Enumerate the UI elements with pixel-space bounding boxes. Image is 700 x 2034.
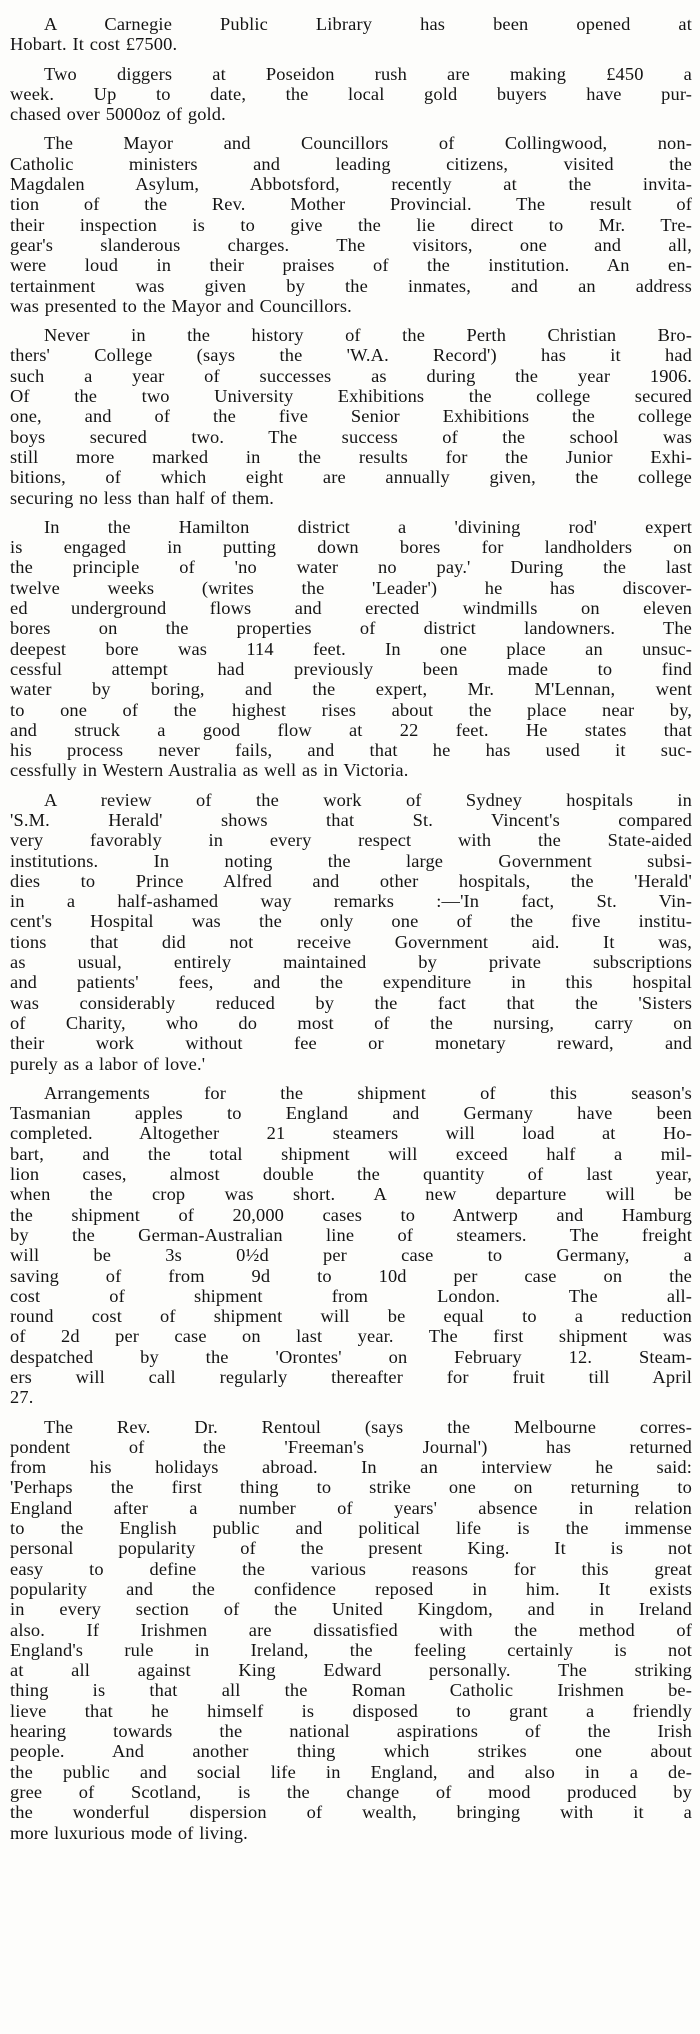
text-line: hearing towards the national aspirations of the Irish — [10, 1721, 692, 1742]
text-line: completed. Altogether 21 steamers will load at Ho- — [10, 1123, 692, 1144]
text-line: also. If Irishmen are dissatisfied with the method of — [10, 1619, 692, 1640]
text-line: cent's Hospital was the only one of the five institu- — [10, 911, 692, 932]
text-line: of 2d per case on last year. The first shipment was — [10, 1326, 692, 1347]
news-paragraph — [10, 790, 692, 1074]
text-line: lion cases, almost double the quantity of last year, — [10, 1164, 692, 1185]
text-line: The Mayor and Councillors of Collingwood, non- — [44, 133, 692, 154]
text-line: ed underground flows and erected windmills on eleven — [10, 598, 692, 619]
text-line: water by boring, and the expert, Mr. M'Lennan, went — [10, 679, 692, 700]
text-line: when the crop was short. A new departure will be — [10, 1184, 692, 1205]
text-line: one, and of the five Senior Exhibitions the college — [10, 406, 692, 427]
text-line: such a year of successes as during the year 1906. — [10, 365, 692, 386]
text-line: Magdalen Asylum, Abbotsford, recently at the invita- — [10, 174, 692, 195]
text-line: Never in the history of the Perth Christian Bro- — [44, 325, 692, 346]
text-line: securing no less than half of them. — [10, 487, 275, 508]
text-line: from his holidays abroad. In an interview he said: — [10, 1457, 692, 1478]
text-line: gree of Scotland, is the change of mood produced by — [10, 1781, 692, 1802]
text-line: thing is that all the Roman Catholic Irishmen be- — [10, 1680, 692, 1701]
news-paragraph — [10, 64, 692, 125]
text-line: In the Hamilton district a 'divining rod' expert — [44, 516, 692, 537]
text-line: dies to Prince Alfred and other hospitals, the 'Herald' — [10, 870, 692, 891]
text-line: the public and social life in England, and also in a de- — [10, 1761, 692, 1782]
text-line: as usual, entirely maintained by private subscriptions — [10, 952, 692, 973]
text-line: bart, and the total shipment will exceed half a mil- — [10, 1143, 692, 1164]
text-line: personal popularity of the present King. It is not — [10, 1538, 692, 1559]
text-line: the principle of 'no water no pay.' During the last — [10, 557, 692, 578]
text-line: is engaged in putting down bores for landholders on — [10, 537, 692, 558]
text-line: 'Perhaps the first thing to strike one on returning to — [10, 1477, 692, 1498]
text-line: still more marked in the results for the Junior Exhi- — [10, 446, 692, 467]
text-line: ers will call regularly thereafter for fruit till April — [10, 1367, 692, 1387]
text-line: boys secured two. The success of the school was — [10, 426, 692, 447]
text-line: Two diggers at Poseidon rush are making £450 a — [44, 63, 692, 84]
text-line: round cost of shipment will be equal to a reduction — [10, 1306, 692, 1327]
news-paragraph — [10, 1083, 692, 1408]
text-line: was presented to the Mayor and Councillors. — [10, 295, 352, 316]
text-line: cessful attempt had previously been made to find — [10, 658, 692, 679]
text-line: tion of the Rev. Mother Provincial. The result of — [10, 194, 692, 215]
news-paragraph — [10, 1417, 692, 1843]
text-line: chased over 5000oz of gold. — [10, 104, 226, 125]
text-line: to the English public and political life is the immense — [10, 1518, 692, 1539]
text-line: were loud in their praises of the institution. An en- — [10, 255, 692, 276]
text-line: popularity and the confidence reposed in him. It exists — [10, 1578, 692, 1599]
text-line: cessfully in Western Australia as well as in Victoria. — [10, 760, 409, 781]
text-line: bores on the properties of district landowners. The — [10, 618, 692, 639]
text-line: Hobart. It cost £7500. — [10, 34, 178, 55]
text-line: of Charity, who do most of the nursing, carry on — [10, 1012, 692, 1033]
text-line: Tasmanian apples to England and Germany have been — [10, 1103, 692, 1124]
news-paragraph — [10, 517, 692, 781]
text-line: gear's slanderous charges. The visitors, one and all, — [10, 234, 692, 255]
text-line: more luxurious mode of living. — [10, 1822, 248, 1843]
text-line: was considerably reduced by the fact that the 'Sisters — [10, 992, 692, 1013]
text-line: the wonderful dispersion of wealth, bringing with it a — [10, 1802, 692, 1823]
text-line: the shipment of 20,000 cases to Antwerp and Hamburg — [10, 1204, 692, 1225]
text-line: in a half-ashamed way remarks :—'In fact, St. Vin- — [10, 891, 692, 912]
text-line: 27. — [10, 1387, 34, 1408]
text-line: bitions, of which eight are annually given, the college — [10, 467, 692, 488]
text-line: England after a number of years' absence in relation — [10, 1497, 692, 1518]
text-line: Catholic ministers and leading citizens, visited the — [10, 153, 692, 174]
text-line: Of the two University Exhibitions the college secured — [10, 386, 692, 407]
text-line: week. Up to date, the local gold buyers have pur- — [10, 83, 692, 104]
text-line: in every section of the United Kingdom, and in Ireland — [10, 1599, 692, 1620]
text-line: their inspection is to give the lie direct to Mr. Tre- — [10, 214, 692, 235]
text-line: twelve weeks (writes the 'Leader') he has discover- — [10, 577, 692, 598]
text-line: cost of shipment from London. The all- — [10, 1285, 692, 1306]
text-line: and struck a good flow at 22 feet. He states that — [10, 719, 692, 740]
text-line: tertainment was given by the inmates, and an address — [10, 275, 692, 296]
text-line: people. And another thing which strikes one about — [10, 1741, 692, 1762]
text-line: A Carnegie Public Library has been opened at — [44, 14, 692, 34]
text-line: his process never fails, and that he has used it suc- — [10, 740, 692, 761]
text-line: pondent of the 'Freeman's Journal') has returned — [10, 1436, 692, 1457]
text-line: 'S.M. Herald' shows that St. Vincent's compared — [10, 809, 692, 830]
text-line: easy to define the various reasons for this great — [10, 1558, 692, 1579]
news-paragraph — [10, 133, 692, 316]
text-line: at all against King Edward personally. The striking — [10, 1660, 692, 1681]
text-line: very favorably in every respect with the State-aided — [10, 830, 692, 851]
text-line: England's rule in Ireland, the feeling certainly is not — [10, 1639, 692, 1660]
text-line: deepest bore was 114 feet. In one place an unsuc- — [10, 638, 692, 659]
text-line: their work without fee or monetary reward, and — [10, 1033, 692, 1054]
text-line: thers' College (says the 'W.A. Record') has it had — [10, 345, 692, 366]
news-paragraph — [10, 325, 692, 508]
text-line: and patients' fees, and the expenditure in this hospital — [10, 972, 692, 993]
text-line: The Rev. Dr. Rentoul (says the Melbourne corres- — [44, 1416, 692, 1437]
text-line: will be 3s 0½d per case to Germany, a — [10, 1245, 692, 1266]
text-line: A review of the work of Sydney hospitals in — [44, 789, 692, 810]
text-line: Arrangements for the shipment of this season's — [44, 1082, 692, 1103]
text-line: by the German-Australian line of steamers. The freight — [10, 1224, 692, 1245]
text-line: tions that did not receive Government aid. It was, — [10, 931, 692, 952]
text-line: to one of the highest rises about the place near by, — [10, 699, 692, 720]
text-line: lieve that he himself is disposed to grant a friendly — [10, 1700, 692, 1721]
news-paragraph — [10, 14, 692, 55]
text-line: saving of from 9d to 10d per case on the — [10, 1265, 692, 1286]
text-line: despatched by the 'Orontes' on February 12. Steam- — [10, 1346, 692, 1367]
text-line: institutions. In noting the large Government subsi- — [10, 850, 692, 871]
text-line: purely as a labor of love.' — [10, 1053, 206, 1074]
